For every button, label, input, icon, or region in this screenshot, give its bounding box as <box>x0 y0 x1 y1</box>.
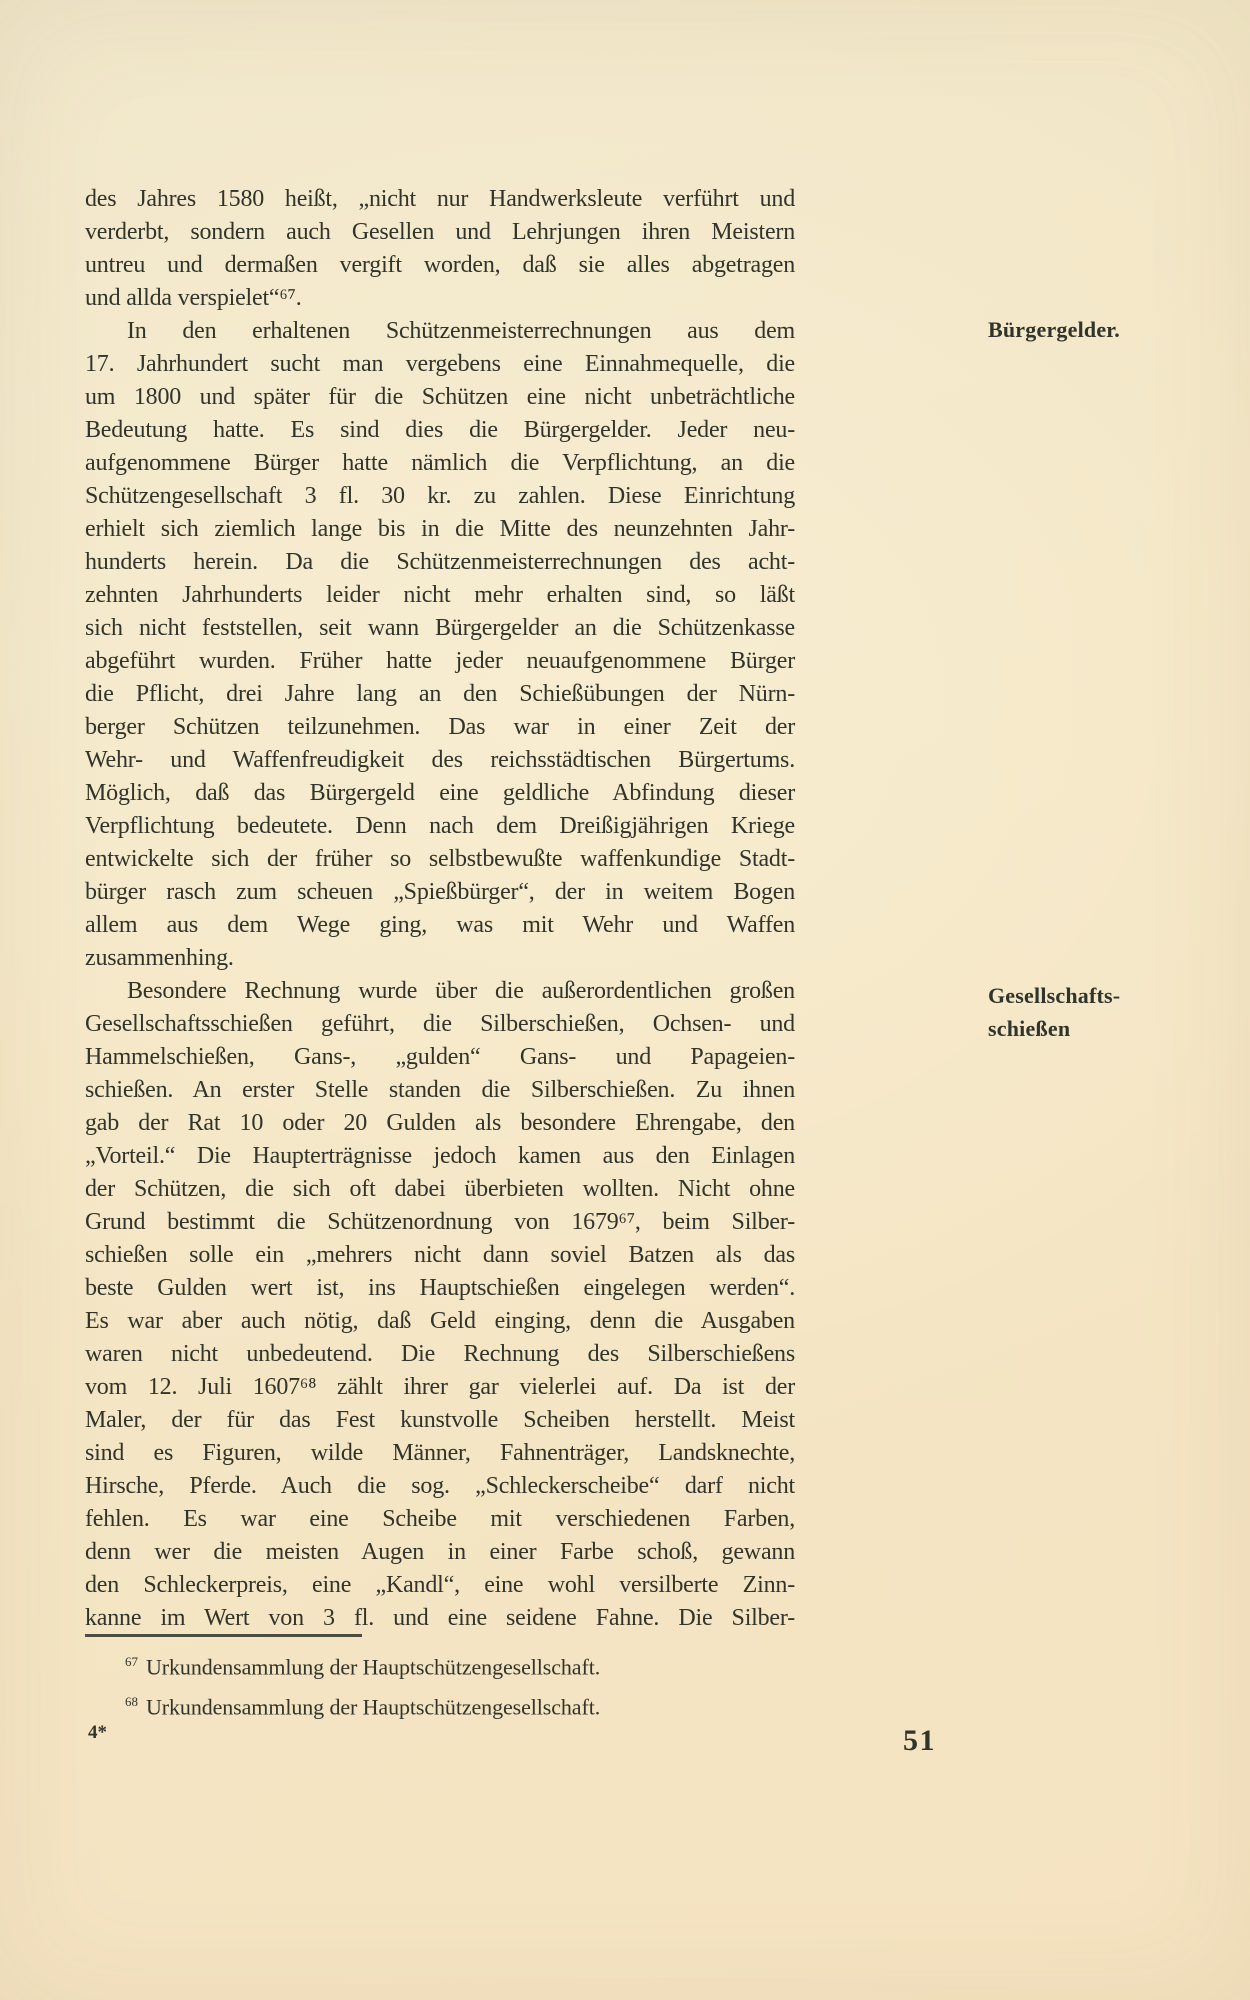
text-line: vom 12. Juli 1607⁶⁸ zählt ihrer gar vielerlei auf. Da ist der <box>85 1374 795 1400</box>
margin-note-line: Gesellschafts- <box>988 983 1121 1008</box>
text-line: Grund bestimmt die Schützenordnung von 1679⁶⁷, beim Silber- <box>85 1209 795 1235</box>
text-line: gab der Rat 10 oder 20 Gulden als besondere Ehrengabe, den <box>85 1110 795 1136</box>
text-line: aufgenommene Bürger hatte nämlich die Verpflichtung, an die <box>85 450 795 476</box>
footnote-text: Urkundensammlung der Hauptschützengesellschaft. <box>146 1694 601 1720</box>
margin-note-gesellschaftsschiessen <box>988 979 1228 1045</box>
footnote-marker: 67 <box>125 1654 138 1669</box>
text-line: Hirsche, Pferde. Auch die sog. „Schleckerscheibe“ darf nicht <box>85 1473 795 1499</box>
text-line: „Vorteil.“ Die Haupterträgnisse jedoch kamen aus den Einlagen <box>85 1143 795 1169</box>
text-line: erhielt sich ziemlich lange bis in die Mitte des neunzehnten Jahr- <box>85 516 795 542</box>
text-line: bürger rasch zum scheuen „Spießbürger“, der in weitem Bogen <box>85 879 795 905</box>
text-line: beste Gulden wert ist, ins Hauptschießen eingelegen werden“. <box>85 1275 795 1301</box>
text-line: 17. Jahrhundert sucht man vergebens eine Einnahmequelle, die <box>85 351 795 377</box>
margin-note-line: schießen <box>988 1016 1071 1041</box>
text-line: schießen solle ein „mehrers nicht dann soviel Batzen als das <box>85 1242 795 1268</box>
text-line: Wehr- und Waffenfreudigkeit des reichsstädtischen Bürgertums. <box>85 747 795 773</box>
text-line: Schützengesellschaft 3 fl. 30 kr. zu zahlen. Diese Einrichtung <box>85 483 795 509</box>
text-line: denn wer die meisten Augen in einer Farbe schoß, gewann <box>85 1539 795 1565</box>
text-line: Es war aber auch nötig, daß Geld einging, denn die Ausgaben <box>85 1308 795 1334</box>
text-line: hunderts herein. Da die Schützenmeisterrechnungen des acht- <box>85 549 795 575</box>
page-number: 51 <box>903 1724 936 1757</box>
text-line: Möglich, daß das Bürgergeld eine geldliche Abfindung dieser <box>85 780 795 806</box>
text-line: Gesellschaftsschießen geführt, die Silberschießen, Ochsen- und <box>85 1011 795 1037</box>
text-line: und allda verspielet“⁶⁷. <box>85 285 302 311</box>
signature-mark: 4* <box>88 1722 107 1743</box>
text-line: sich nicht feststellen, seit wann Bürgergelder an die Schützenkasse <box>85 615 795 641</box>
text-line: den Schleckerpreis, eine „Kandl“, eine wohl versilberte Zinn- <box>85 1572 795 1598</box>
text-line: berger Schützen teilzunehmen. Das war in einer Zeit der <box>85 714 795 740</box>
footnote-text: Urkundensammlung der Hauptschützengesellschaft. <box>146 1654 601 1680</box>
text-line: Maler, der für das Fest kunstvolle Scheiben herstellt. Meist <box>85 1407 795 1433</box>
text-line: zehnten Jahrhunderts leider nicht mehr erhalten sind, so läßt <box>85 582 795 608</box>
footnotes <box>85 1646 795 1727</box>
footnote-item <box>85 1686 795 1723</box>
text-line: kanne im Wert von 3 fl. und eine seidene Fahne. Die Silber- <box>85 1605 795 1631</box>
footnote-marker: 68 <box>125 1694 138 1710</box>
text-line: zusammenhing. <box>85 945 234 971</box>
text-line: allem aus dem Wege ging, was mit Wehr und Waffen <box>85 912 795 938</box>
text-line: Besondere Rechnung wurde über die außerordentlichen großen <box>127 978 795 1004</box>
text-line: abgeführt wurden. Früher hatte jeder neuaufgenommene Bürger <box>85 648 795 674</box>
text-line: waren nicht unbedeutend. Die Rechnung des Silberschießens <box>85 1341 795 1367</box>
footnote-rule <box>85 1634 362 1637</box>
text-line: des Jahres 1580 heißt, „nicht nur Handwerksleute verführt und <box>85 186 795 212</box>
text-block <box>85 183 795 1635</box>
text-line: fehlen. Es war eine Scheibe mit verschiedenen Farben, <box>85 1506 795 1532</box>
text-line: In den erhaltenen Schützenmeisterrechnungen aus dem <box>127 318 795 344</box>
text-line: schießen. An erster Stelle standen die Silberschießen. Zu ihnen <box>85 1077 795 1103</box>
margin-note-buergergelder <box>988 313 1228 346</box>
text-line: Hammelschießen, Gans-, „gulden“ Gans- und Papageien- <box>85 1044 795 1070</box>
margin-note-line: Bürgergelder. <box>988 317 1120 342</box>
text-line: verderbt, sondern auch Gesellen und Lehrjungen ihren Meistern <box>85 219 795 245</box>
text-line: um 1800 und später für die Schützen eine nicht unbeträchtliche <box>85 384 795 410</box>
text-line: sind es Figuren, wilde Männer, Fahnenträger, Landsknechte, <box>85 1440 795 1466</box>
text-line: entwickelte sich der früher so selbstbewußte waffenkundige Stadt- <box>85 846 795 872</box>
text-line: Verpflichtung bedeutete. Denn nach dem Dreißigjährigen Kriege <box>85 813 795 839</box>
footnote-item <box>85 1646 795 1683</box>
text-line: der Schützen, die sich oft dabei überbieten wollten. Nicht ohne <box>85 1176 795 1202</box>
text-line: Bedeutung hatte. Es sind dies die Bürgergelder. Jeder neu- <box>85 417 795 443</box>
text-line: die Pflicht, drei Jahre lang an den Schießübungen der Nürn- <box>85 681 795 707</box>
text-line: untreu und dermaßen vergift worden, daß sie alles abgetragen <box>85 252 795 278</box>
